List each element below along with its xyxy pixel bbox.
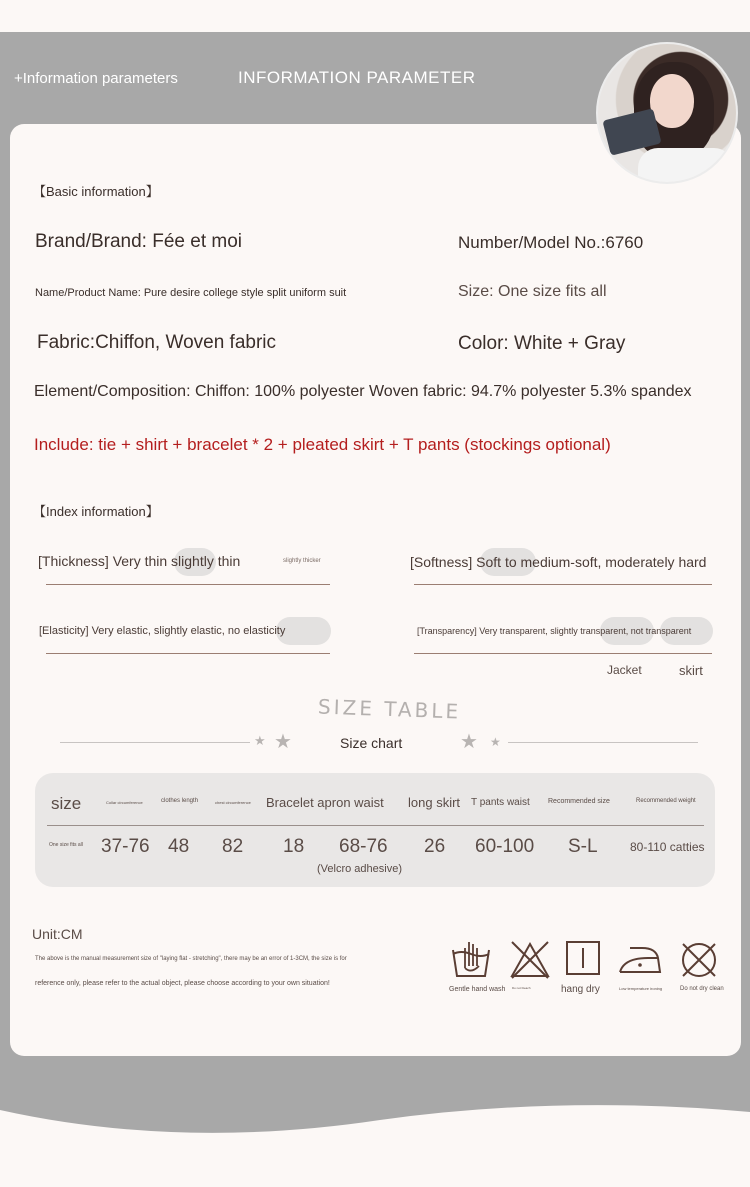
composition-text: Element/Composition: Chiffon: 100% polyester Woven fabric: 94.7% polyester 5.3% spandex <box>34 383 692 400</box>
header-length: clothes length <box>161 798 199 804</box>
thickness-extra-text: slightly thicker <box>283 558 321 564</box>
brand-text: Brand/Brand: Fée et moi <box>35 231 242 252</box>
header-bracelet-waist: Bracelet apron waist <box>266 795 384 810</box>
transparency-divider <box>414 653 712 654</box>
star-icon: ★ <box>460 731 478 753</box>
elasticity-divider <box>46 653 330 654</box>
include-text: Include: tie + shirt + bracelet * 2 + pleated skirt + T pants (stockings optional) <box>34 435 611 454</box>
care-label-hand-wash: Gentle hand wash <box>449 986 506 993</box>
legend-skirt: skirt <box>679 663 703 678</box>
care-label-ironing: Low temperature ironing <box>619 986 663 991</box>
thickness-text: [Thickness] Very thin slightly thin <box>38 553 241 569</box>
care-label-dry-clean: Do not dry clean <box>680 986 724 992</box>
cell-recommended-weight: 80-110 catties <box>630 840 705 854</box>
transparency-text: [Transparency] Very transparent, slightly transparent, not transparent <box>417 626 692 636</box>
cell-length: 48 <box>168 836 190 857</box>
color-text: Color: White + Gray <box>458 333 626 354</box>
cell-collar: 37-76 <box>101 836 150 857</box>
do-not-bleach-icon <box>508 938 552 982</box>
softness-text: [Softness] Soft to medium-soft, moderately hard <box>410 554 707 570</box>
avatar-shirt <box>638 148 734 184</box>
header-size: size <box>51 794 82 813</box>
cell-long-skirt: 68-76 <box>339 836 388 857</box>
size-chart-left-rule <box>60 742 250 743</box>
disclaimer-line-2: reference only, please refer to the actual object, please choose according to your own situation! <box>35 980 330 987</box>
size-table-decor-title: SIZE TABLE <box>317 694 462 724</box>
thickness-divider <box>46 584 330 585</box>
header-long-skirt: long skirt <box>408 795 461 810</box>
basic-info-heading: 【Basic information】 <box>33 184 159 199</box>
cell-t-pants-waist: 26 <box>424 836 446 857</box>
cell-bracelet-waist: 18 <box>283 836 305 857</box>
size-chart-right-rule <box>508 742 698 743</box>
cell-recommended-size-value: S-L <box>568 836 598 857</box>
care-label-no-bleach: Do not bleach <box>512 986 531 990</box>
model-number-text: Number/Model No.:6760 <box>458 233 644 252</box>
product-name-text: Name/Product Name: Pure desire college style split uniform suit <box>35 287 347 299</box>
size-chart-title: Size chart <box>340 735 403 751</box>
index-info-heading: 【Index information】 <box>33 504 159 519</box>
information-parameter-title: INFORMATION PARAMETER <box>238 68 476 87</box>
disclaimer-line-1: The above is the manual measurement size of "laying flat - stretching", there may be an error of 1-3CM, the size is for <box>35 956 347 962</box>
hand-wash-icon <box>449 938 493 982</box>
star-icon: ★ <box>254 733 266 748</box>
star-icon: ★ <box>274 731 292 753</box>
low-temp-iron-icon <box>618 938 662 982</box>
size-table-divider <box>47 825 704 826</box>
information-parameters-label: +Information parameters <box>14 70 178 87</box>
bottom-wave-decoration <box>0 1090 750 1187</box>
model-avatar <box>596 42 738 184</box>
size-text: Size: One size fits all <box>458 283 607 300</box>
header-chest: chest circumference <box>215 800 251 805</box>
hang-dry-icon <box>563 938 607 982</box>
header-recommended-weight: Recommended weight <box>636 798 696 804</box>
info-card <box>10 124 741 1056</box>
star-icon: ★ <box>490 735 501 749</box>
unit-label: Unit:CM <box>32 926 83 942</box>
fabric-text: Fabric:Chiffon, Woven fabric <box>37 332 277 353</box>
cell-size: One size fits all <box>49 842 83 848</box>
header-t-pants-waist: T pants waist <box>471 797 530 808</box>
softness-divider <box>414 584 712 585</box>
header-recommended-size: Recommended size <box>548 798 610 805</box>
velcro-note: (Velcro adhesive) <box>317 863 402 875</box>
do-not-dry-clean-icon <box>677 938 721 982</box>
care-label-hang-dry: hang dry <box>561 984 600 995</box>
avatar-face <box>650 74 694 128</box>
header-collar: Collar circumference <box>106 800 143 805</box>
cell-recommended-size: 60-100 <box>475 836 535 857</box>
legend-jacket: Jacket <box>607 663 642 677</box>
elasticity-text: [Elasticity] Very elastic, slightly elastic, no elasticity <box>39 625 286 637</box>
cell-chest: 82 <box>222 836 244 857</box>
